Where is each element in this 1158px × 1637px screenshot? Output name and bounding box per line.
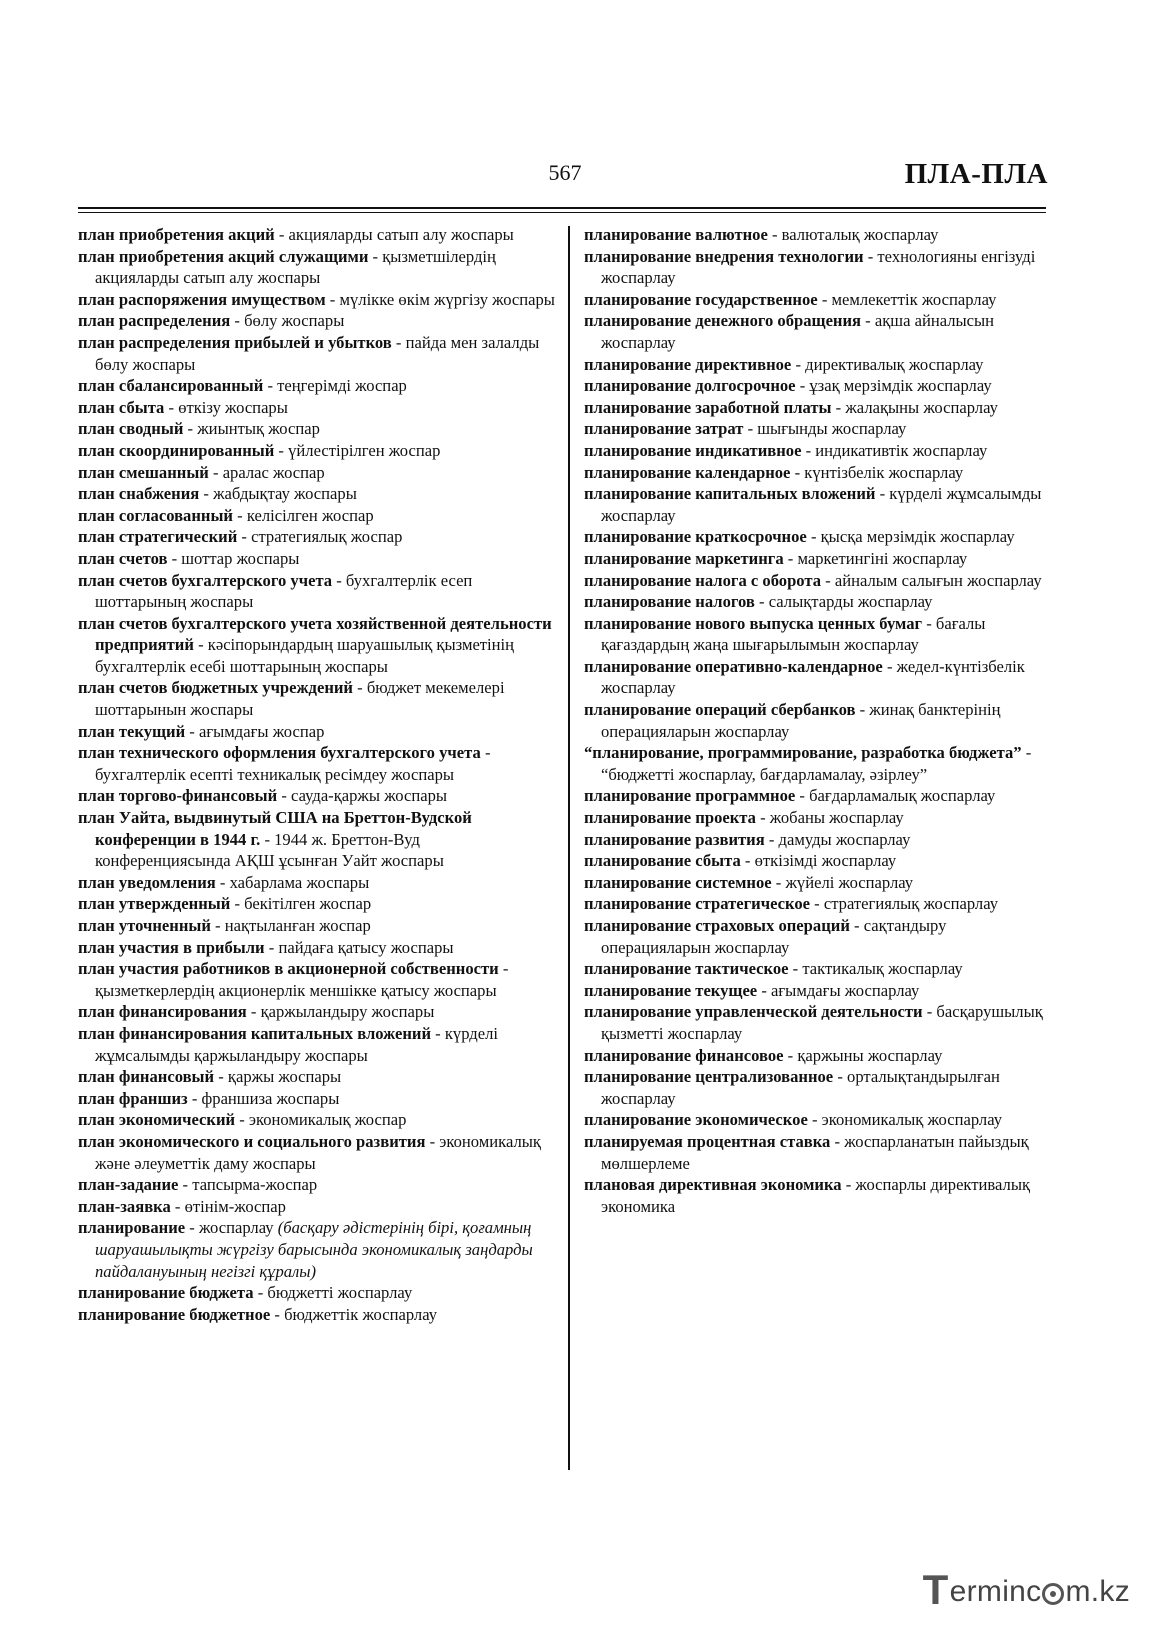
dictionary-entry <box>78 310 556 332</box>
entry-term: планирование директивное <box>584 354 792 374</box>
dictionary-entry <box>78 1001 556 1023</box>
entry-term: планирование валютное <box>584 225 768 244</box>
entry-definition: жоспарлы директивалық экономика <box>601 1175 1031 1216</box>
entry-term: план сбалансированный <box>78 376 264 396</box>
entry-term: планирование <box>78 1218 186 1238</box>
entry-separator: - <box>830 1131 845 1151</box>
entry-term: план сбыта <box>78 397 165 417</box>
entry-definition: тактикалық жоспарлау <box>802 959 963 979</box>
entry-definition: индикативтік жоспарлау <box>815 440 988 460</box>
dictionary-entry <box>584 958 1054 980</box>
entry-definition: жобаны жоспарлау <box>769 808 904 828</box>
entry-separator: - <box>783 1045 798 1065</box>
entry-term: планирование затрат <box>584 419 744 439</box>
entry-term: план распределения <box>78 311 231 331</box>
dictionary-entry <box>78 937 556 959</box>
entry-separator: - <box>199 484 214 504</box>
entry-separator: - <box>332 570 346 590</box>
entry-definition: өтінім-жоспар <box>184 1196 286 1216</box>
entry-separator: - <box>801 440 816 460</box>
entry-separator: - <box>806 527 821 547</box>
entry-separator: - <box>232 505 247 525</box>
entry-separator: - <box>922 1002 937 1022</box>
entry-separator: - <box>810 894 824 914</box>
entry-separator: - <box>368 246 383 266</box>
entry-separator: - <box>208 462 223 482</box>
entry-separator: - <box>183 419 198 439</box>
dictionary-entry <box>78 505 556 527</box>
entry-term: планирование централизованное <box>584 1067 834 1087</box>
entry-definition: хабарлама жоспары <box>229 872 370 892</box>
dictionary-entry <box>584 742 1054 785</box>
entry-definition: сақтандыру операцияларын жоспарлау <box>601 916 947 957</box>
entry-separator: - <box>277 786 292 806</box>
dictionary-entry <box>584 915 1054 958</box>
entry-definition: жалақыны жоспарлау <box>845 397 998 417</box>
entry-note: (басқару әдістерінің бірі, қоғамның шаруашылықты жүргізу барысында экономикалық заңдарды пайдалануының негізгі құралы) <box>95 1218 533 1281</box>
dictionary-entry <box>584 224 1054 246</box>
entry-definition: келісілген жоспар <box>246 505 374 525</box>
entry-separator: - <box>325 289 340 309</box>
entry-definition: дамуды жоспарлау <box>778 829 911 849</box>
entry-definition: 1944 ж. Бреттон-Вуд конференциясында АҚШ ұсынған Уайт жоспары <box>95 829 444 871</box>
entry-term: планирование маркетинга <box>584 548 784 568</box>
entry-definition: пайда мен залалды бөлу жоспары <box>95 332 540 374</box>
entry-term: планирование налога с оборота <box>584 570 822 590</box>
entry-term: планирование системное <box>584 872 772 892</box>
dictionary-entry <box>584 440 1054 462</box>
entry-separator: - <box>783 548 798 568</box>
entry-term: планирование краткосрочное <box>584 527 807 547</box>
entry-definition: ағымдағы жоспарлау <box>771 980 920 1000</box>
entry-definition: жинақ банктерінің операцияларын жоспарлау <box>601 700 1001 741</box>
entry-separator: - <box>274 225 289 244</box>
dictionary-entry <box>78 1023 556 1066</box>
entry-term: планирование бюджета <box>78 1283 254 1303</box>
entry-definition: стратегиялық жоспарлау <box>823 894 999 914</box>
entry-definition: қызметшілердің акцияларды сатып алу жоспары <box>95 246 496 288</box>
entry-term: планирование стратегическое <box>584 894 811 914</box>
entry-separator: - <box>178 1175 193 1195</box>
dictionary-entry <box>584 785 1054 807</box>
entry-separator: - <box>210 916 225 935</box>
dictionary-entry <box>584 591 1054 613</box>
dictionary-entry <box>584 246 1054 289</box>
entry-term: план торгово-финансовый <box>78 786 278 806</box>
entry-term: план технического оформления бухгалтерского учета <box>78 743 481 763</box>
entry-separator: - <box>214 1067 228 1087</box>
entry-term: план счетов бухгалтерского учета <box>78 570 333 590</box>
entry-separator: - <box>235 1110 249 1130</box>
entry-definition: жоспарлау <box>198 1218 274 1238</box>
entry-separator: - <box>353 678 367 698</box>
entry-separator: - <box>795 376 810 396</box>
entry-separator: - <box>167 548 182 568</box>
watermark-t: T <box>922 1566 949 1613</box>
entry-definition: маркетингіні жоспарлау <box>797 548 968 568</box>
entry-definition: бухгалтерлік есепті техникалық ресімдеу жоспары <box>95 764 455 784</box>
entry-term: планирование оперативно-календарное <box>584 656 883 676</box>
entry-definition: бюджет мекемелері шоттарынын жоспары <box>95 678 505 720</box>
entry-separator: - <box>790 462 805 482</box>
entry-separator: - <box>755 808 770 828</box>
entry-term: планирование программное <box>584 786 796 806</box>
entry-separator: - <box>922 613 936 633</box>
entry-term: планирование внедрения технологии <box>584 246 864 266</box>
dictionary-entry <box>584 1066 1054 1109</box>
entry-definition: франшиза жоспары <box>201 1088 340 1108</box>
entry-separator: - <box>861 311 875 331</box>
entry-term: “планирование, программирование, разработка бюджета” <box>584 743 1022 763</box>
entry-definition: бюджеттік жоспарлау <box>284 1304 438 1324</box>
dictionary-entry <box>78 570 556 613</box>
entry-term: план текущий <box>78 721 186 741</box>
entry-definition: бекітілген жоспар <box>244 894 372 914</box>
entry-term: планирование государственное <box>584 289 818 309</box>
entry-term: план приобретения акций служащими <box>78 246 369 266</box>
entry-separator: - <box>849 916 864 935</box>
entry-definition: экономикалық жоспар <box>248 1110 407 1130</box>
entry-term: планирование тактическое <box>584 959 789 979</box>
entry-definition: пайдаға қатысу жоспары <box>278 937 454 957</box>
entry-term: план участия в прибыли <box>78 937 265 957</box>
dictionary-entry <box>584 310 1054 353</box>
entry-separator: - <box>882 656 897 676</box>
entry-term: план уточненный <box>78 916 211 935</box>
entry-separator: - <box>863 246 878 266</box>
entry-definition: жабдықтау жоспары <box>213 484 357 504</box>
entry-separator: - <box>391 332 406 352</box>
entry-term: планирование налогов <box>584 592 755 612</box>
entry-separator: - <box>767 225 782 244</box>
entry-definition: кәсіпорындардың шаруашылық қызметінің бухгалтерлік есебі шоттарының жоспары <box>95 635 515 676</box>
entry-term: план-заявка <box>78 1196 171 1216</box>
entry-definition: стратегиялық жоспар <box>251 527 403 547</box>
dictionary-entry <box>78 332 556 375</box>
entry-separator: - <box>855 700 870 720</box>
dictionary-entry <box>584 462 1054 484</box>
dictionary-entry <box>78 1088 556 1110</box>
entry-definition: ақша айналысын жоспарлау <box>601 311 995 352</box>
section-title: ПЛА-ПЛА <box>904 158 1048 190</box>
dictionary-entry <box>584 483 1054 526</box>
dictionary-entry <box>78 677 556 720</box>
dictionary-entry <box>584 418 1054 440</box>
entry-separator: - <box>246 1002 261 1022</box>
entry-separator: - <box>807 1110 822 1130</box>
entry-definition: қаржыландыру жоспары <box>260 1002 435 1022</box>
entry-definition: қызметкерлердің акционерлік меншікке қатысу жоспары <box>95 980 497 1000</box>
entry-definition: күнтізбелік жоспарлау <box>804 462 964 482</box>
dictionary-entry <box>584 570 1054 592</box>
entry-separator: - <box>170 1196 185 1216</box>
dictionary-entry <box>78 246 556 289</box>
entry-term: план скоординированный <box>78 440 275 460</box>
entry-term: план смешанный <box>78 462 209 482</box>
entry-definition: өткізімді жоспарлау <box>754 851 897 871</box>
watermark-logo <box>922 1566 1130 1613</box>
entry-separator: - <box>791 354 806 374</box>
entry-separator: - <box>841 1175 856 1195</box>
entry-definition: сауда-қаржы жоспары <box>291 786 448 806</box>
entry-separator: - <box>743 419 758 439</box>
header-rule-thick <box>78 207 1046 209</box>
entry-separator: - <box>1021 743 1032 763</box>
dictionary-entry <box>78 289 556 311</box>
dictionary-entry <box>78 807 556 872</box>
entry-term: план утвержденный <box>78 894 231 914</box>
entry-definition: ағымдағы жоспар <box>198 721 325 741</box>
entry-separator: - <box>425 1131 440 1151</box>
entry-definition: басқарушылық қызметті жоспарлау <box>601 1002 1043 1043</box>
dictionary-entry <box>584 829 1054 851</box>
dictionary-entry <box>78 1131 556 1174</box>
dictionary-entry <box>584 656 1054 699</box>
entry-separator: - <box>230 311 245 331</box>
entry-separator: - <box>260 829 275 849</box>
dictionary-entry <box>78 1174 556 1196</box>
entry-term: план распределения прибылей и убытков <box>78 332 392 352</box>
entry-definition: тапсырма-жоспар <box>192 1175 318 1195</box>
entry-definition: бағдарламалық жоспарлау <box>809 786 996 806</box>
entry-term: планирование бюджетное <box>78 1304 271 1324</box>
dictionary-entry <box>78 483 556 505</box>
dictionary-entry <box>78 375 556 397</box>
entry-separator: - <box>215 872 230 892</box>
entry-definition: “бюджетті жоспарлау, бағдарламалау, әзірлеу” <box>601 764 928 784</box>
entry-separator: - <box>237 527 252 547</box>
entry-definition: бөлу жоспары <box>244 311 345 331</box>
watermark-text-2: m.kz <box>1065 1575 1130 1608</box>
entry-definition: мүлікке өкім жүргізу жоспары <box>339 289 555 309</box>
entry-definition: технологияны енгізуді жоспарлау <box>601 246 1036 288</box>
entry-term: плановая директивная экономика <box>584 1175 842 1195</box>
entry-definition: үйлестірілген жоспар <box>288 440 441 460</box>
entry-term: план экономического и социального развития <box>78 1131 426 1151</box>
entry-term: планирование финансовое <box>584 1045 784 1065</box>
entry-term: план счетов бюджетных учреждений <box>78 678 353 698</box>
entry-separator: - <box>788 959 803 979</box>
entry-term: план финансирования <box>78 1002 247 1022</box>
dictionary-entry <box>78 742 556 785</box>
entry-separator: - <box>185 721 199 741</box>
entry-separator: - <box>230 894 245 914</box>
dictionary-entry <box>78 1217 556 1282</box>
entry-separator: - <box>757 980 772 1000</box>
dictionary-entry <box>78 462 556 484</box>
entry-definition: бағалы қағаздардың жаңа шығарылымын жоспарлау <box>601 613 986 655</box>
dictionary-entry <box>78 1304 556 1326</box>
entry-term: план сводный <box>78 419 184 439</box>
entry-term: план-задание <box>78 1175 179 1195</box>
dictionary-entry <box>584 1131 1054 1174</box>
entry-definition: бухгалтерлік есеп шоттарының жоспары <box>95 570 473 612</box>
entry-separator: - <box>740 851 755 871</box>
dictionary-entry <box>584 893 1054 915</box>
entry-term: планирование долгосрочное <box>584 376 796 396</box>
entry-term: планируемая процентная ставка <box>584 1131 831 1151</box>
dictionary-entry <box>584 980 1054 1002</box>
entry-term: план участия работников в акционерной собственности <box>78 959 499 979</box>
dictionary-entry <box>584 354 1054 376</box>
circle-dot-icon <box>1042 1583 1064 1605</box>
dictionary-entry <box>78 440 556 462</box>
entry-definition: салықтарды жоспарлау <box>768 592 933 612</box>
watermark-text-1: erminc <box>949 1575 1042 1608</box>
entry-separator: - <box>831 397 846 417</box>
dictionary-entry <box>584 1174 1054 1217</box>
entry-term: план стратегический <box>78 527 238 547</box>
dictionary-entry <box>584 1045 1054 1067</box>
dictionary-entry <box>78 1282 556 1304</box>
dictionary-entry <box>584 375 1054 397</box>
entry-definition: жедел-күнтізбелік жоспарлау <box>601 656 1025 698</box>
dictionary-entry <box>78 785 556 807</box>
dictionary-entry <box>584 548 1054 570</box>
entry-term: планирование денежного обращения <box>584 311 862 331</box>
dictionary-entry <box>78 872 556 894</box>
dictionary-entry <box>78 397 556 419</box>
entry-term: план счетов <box>78 548 168 568</box>
entry-term: планирование управленческой деятельности <box>584 1002 923 1022</box>
entry-term: планирование текущее <box>584 980 758 1000</box>
dictionary-entry <box>78 224 556 246</box>
entry-definition: күрделі жұмсалымды жоспарлау <box>601 484 1042 525</box>
left-column <box>78 224 556 1325</box>
entry-term: план распоряжения имуществом <box>78 289 326 309</box>
entry-separator: - <box>270 1304 285 1324</box>
dictionary-entry <box>78 1109 556 1131</box>
entry-definition: теңгерімді жоспар <box>277 376 407 396</box>
entry-separator: - <box>263 376 278 396</box>
entry-definition: экономикалық жоспарлау <box>821 1110 1003 1130</box>
entry-term: планирование операций сбербанков <box>584 700 856 720</box>
entry-separator: - <box>187 1088 202 1108</box>
entry-term: планирование заработной платы <box>584 397 832 417</box>
page-number: 567 <box>548 160 582 185</box>
right-column <box>584 224 1054 1217</box>
entry-term: план согласованный <box>78 505 233 525</box>
entry-separator: - <box>185 1218 199 1238</box>
entry-definition: қаржыны жоспарлау <box>797 1045 943 1065</box>
entry-definition: күрделі жұмсалымды қаржыландыру жоспары <box>95 1023 498 1065</box>
entry-definition: экономикалық және әлеуметтік даму жоспары <box>95 1131 541 1173</box>
entry-term: планирование нового выпуска ценных бумаг <box>584 613 923 633</box>
dictionary-entry <box>78 1066 556 1088</box>
entry-definition: ұзақ мерзімдік жоспарлау <box>809 376 992 396</box>
dictionary-entry <box>78 526 556 548</box>
entry-term: план снабжения <box>78 484 200 504</box>
dictionary-entry <box>78 1196 556 1218</box>
dictionary-entry <box>584 613 1054 656</box>
entry-definition: орталықтандырылған жоспарлау <box>601 1067 1000 1108</box>
entry-term: план финансовый <box>78 1067 215 1087</box>
dictionary-entry <box>78 958 556 1001</box>
entry-separator: - <box>274 440 289 460</box>
entry-definition: валюталық жоспарлау <box>781 225 939 244</box>
entry-separator: - <box>480 743 491 763</box>
entry-term: планирование индикативное <box>584 440 802 460</box>
entry-definition: шоттар жоспары <box>181 548 300 568</box>
dictionary-entry <box>78 915 556 937</box>
entry-definition: нақтыланған жоспар <box>224 916 371 935</box>
entry-definition: жоспарланатын пайыздық мөлшерлеме <box>601 1131 1029 1173</box>
dictionary-entry <box>584 1109 1054 1131</box>
entry-separator: - <box>498 959 509 979</box>
entry-definition: акцияларды сатып алу жоспары <box>288 225 514 244</box>
dictionary-entry <box>584 289 1054 311</box>
entry-separator: - <box>193 635 208 655</box>
entry-separator: - <box>817 289 832 309</box>
entry-definition: шығынды жоспарлау <box>757 419 907 439</box>
entry-definition: директивалық жоспарлау <box>805 354 984 374</box>
entry-term: план уведомления <box>78 872 216 892</box>
entry-separator: - <box>431 1023 445 1043</box>
entry-term: план счетов бухгалтерского учета хозяйственной деятельности предприятий <box>78 613 552 655</box>
entry-separator: - <box>164 397 179 417</box>
entry-separator: - <box>821 570 835 590</box>
entry-separator: - <box>764 829 779 849</box>
entry-term: план экономический <box>78 1110 236 1130</box>
entry-term: план приобретения акций <box>78 225 275 244</box>
entry-definition: қысқа мерзімдік жоспарлау <box>820 527 1015 547</box>
entry-separator: - <box>875 484 890 504</box>
entry-term: план Уайта, выдвинутый США на Бреттон-Вудской конференции в 1944 г. <box>78 808 472 849</box>
entry-definition: жиынтық жоспар <box>197 419 320 439</box>
entry-term: планирование календарное <box>584 462 791 482</box>
entry-definition: өткізу жоспары <box>178 397 288 417</box>
entry-definition: жүйелі жоспарлау <box>785 872 914 892</box>
entry-separator: - <box>771 872 786 892</box>
entry-separator: - <box>253 1283 268 1303</box>
entry-separator: - <box>833 1067 848 1087</box>
entry-separator: - <box>795 786 810 806</box>
dictionary-entry <box>584 872 1054 894</box>
entry-term: план финансирования капитальных вложений <box>78 1023 432 1043</box>
entry-term: планирование развития <box>584 829 765 849</box>
entry-term: планирование капитальных вложений <box>584 484 876 504</box>
entry-term: планирование сбыта <box>584 851 741 871</box>
dictionary-entry <box>584 699 1054 742</box>
entry-definition: айналым салығын жоспарлау <box>834 570 1042 590</box>
dictionary-entry <box>78 548 556 570</box>
dictionary-entry <box>78 613 556 678</box>
entry-separator: - <box>754 592 769 612</box>
header-rule-thin <box>78 212 1046 213</box>
column-divider <box>568 226 570 1470</box>
dictionary-entry <box>584 397 1054 419</box>
entry-separator: - <box>264 937 279 957</box>
dictionary-entry <box>584 526 1054 548</box>
entry-definition: аралас жоспар <box>222 462 325 482</box>
entry-term: планирование страховых операций <box>584 916 850 935</box>
entry-definition: қаржы жоспары <box>227 1067 342 1087</box>
entry-term: планирование проекта <box>584 808 756 828</box>
dictionary-entry <box>78 721 556 743</box>
entry-definition: бюджетті жоспарлау <box>267 1283 413 1303</box>
dictionary-entry <box>78 418 556 440</box>
dictionary-entry <box>584 1001 1054 1044</box>
dictionary-entry <box>584 807 1054 829</box>
entry-term: план франшиз <box>78 1088 188 1108</box>
dictionary-entry <box>584 850 1054 872</box>
entry-term: планирование экономическое <box>584 1110 808 1130</box>
entry-definition: мемлекеттік жоспарлау <box>831 289 997 309</box>
dictionary-entry <box>78 893 556 915</box>
